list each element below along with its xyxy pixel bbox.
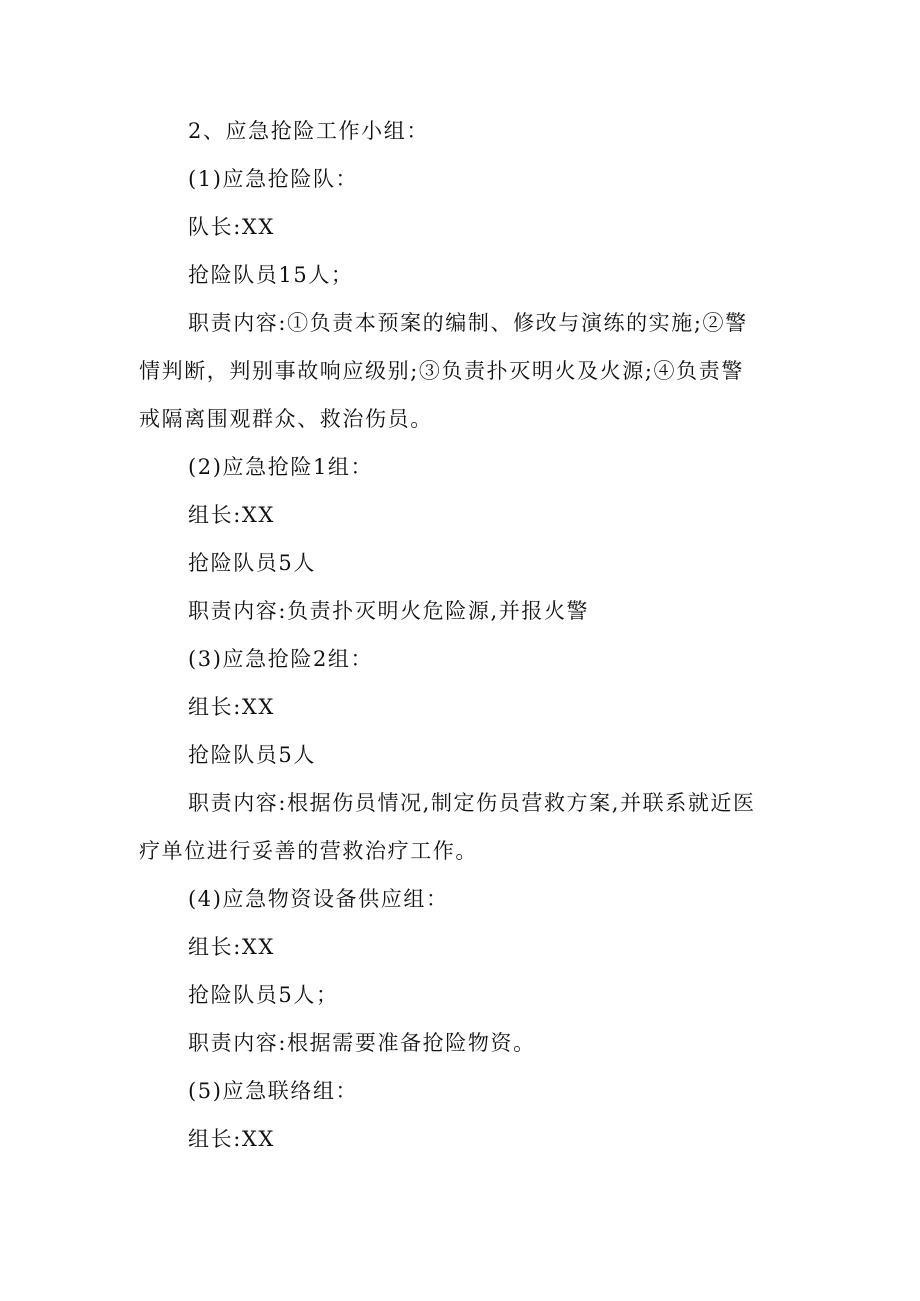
team-1-members: 抢险队员15人； (188, 263, 354, 287)
team-1-duties-line-3: 戒隔离围观群众、救治伤员。 (139, 407, 433, 431)
team-1-leader: 队长:XX (188, 215, 275, 239)
team-3-heading: (3)应急抢险2组： (188, 647, 374, 671)
team-2-heading: (2)应急抢险1组： (188, 455, 374, 479)
team-2-duties: 职责内容:负责扑灭明火危险源,并报火警 (188, 599, 590, 623)
section-heading-emergency-teams: 2、应急抢险工作小组： (188, 119, 429, 143)
team-5-heading: (5)应急联络组： (188, 1079, 359, 1103)
team-1-duties-line-2: 情判断，判别事故响应级别;③负责扑灭明火及火源;④负责警 (139, 359, 744, 383)
team-3-leader: 组长:XX (188, 695, 275, 719)
team-4-members: 抢险队员5人； (188, 983, 339, 1007)
team-3-members: 抢险队员5人 (188, 743, 316, 767)
team-4-duties: 职责内容:根据需要准备抢险物资。 (188, 1031, 536, 1055)
team-2-leader: 组长:XX (188, 503, 275, 527)
team-4-leader: 组长:XX (188, 935, 275, 959)
team-1-duties-line-1: 职责内容:①负责本预案的编制、修改与演练的实施;②警 (188, 311, 748, 335)
team-5-leader: 组长:XX (188, 1127, 275, 1151)
team-2-members: 抢险队员5人 (188, 551, 316, 575)
team-1-heading: (1)应急抢险队： (188, 167, 359, 191)
team-4-heading: (4)应急物资设备供应组： (188, 887, 449, 911)
team-3-duties-line-1: 职责内容:根据伤员情况,制定伤员营救方案,并联系就近医 (188, 791, 756, 815)
team-3-duties-line-2: 疗单位进行妥善的营救治疗工作。 (139, 839, 478, 863)
